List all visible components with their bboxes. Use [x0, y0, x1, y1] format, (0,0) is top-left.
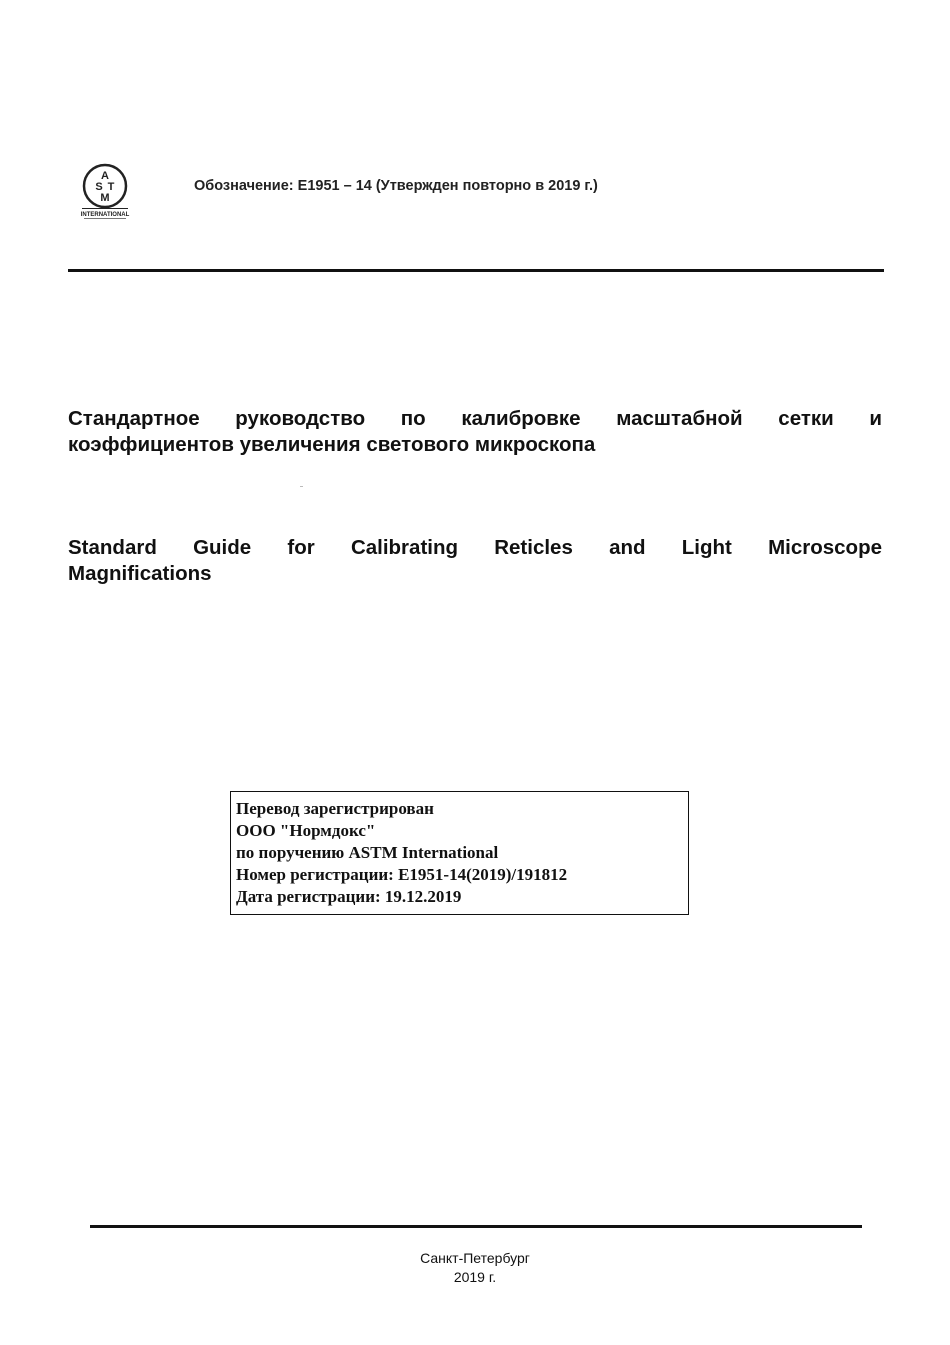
astm-logo-icon: [78, 163, 132, 221]
svg-text:M: M: [100, 192, 110, 204]
footer-year: 2019 г.: [453, 1269, 497, 1285]
top-divider: [68, 269, 884, 272]
bottom-divider: [90, 1225, 862, 1228]
stray-mark: [300, 486, 303, 487]
title-russian-line-1: Стандартное руководство по калибровке масштабной сетки и: [68, 407, 882, 430]
title-russian-line-2: коэффициентов увеличения светового микроскопа: [68, 433, 596, 456]
registration-box: [230, 791, 689, 915]
footer-city: Санкт-Петербург: [420, 1250, 530, 1266]
logo-text: INTERNATIONAL: [80, 212, 130, 218]
title-russian: [68, 406, 882, 458]
svg-text:S: S: [95, 181, 103, 193]
svg-text:T: T: [107, 181, 115, 193]
title-english: [68, 535, 882, 587]
registration-number: Номер регистрации: E1951-14(2019)/191812: [236, 865, 568, 884]
svg-text:A: A: [101, 170, 109, 182]
title-english-line-1: Standard Guide for Calibrating Reticles and Light Microscope: [68, 536, 882, 559]
title-english-line-2: Magnifications: [68, 562, 212, 585]
registration-line-1: Перевод зарегистрирован: [236, 799, 434, 818]
registration-date: Дата регистрации: 19.12.2019: [236, 887, 462, 906]
registration-line-2: ООО "Нормдокс": [236, 821, 376, 840]
registration-line-3: по поручению ASTM International: [236, 843, 499, 862]
document-designation: Обозначение: E1951 – 14 (Утвержден повторно в 2019 г.): [194, 178, 598, 194]
